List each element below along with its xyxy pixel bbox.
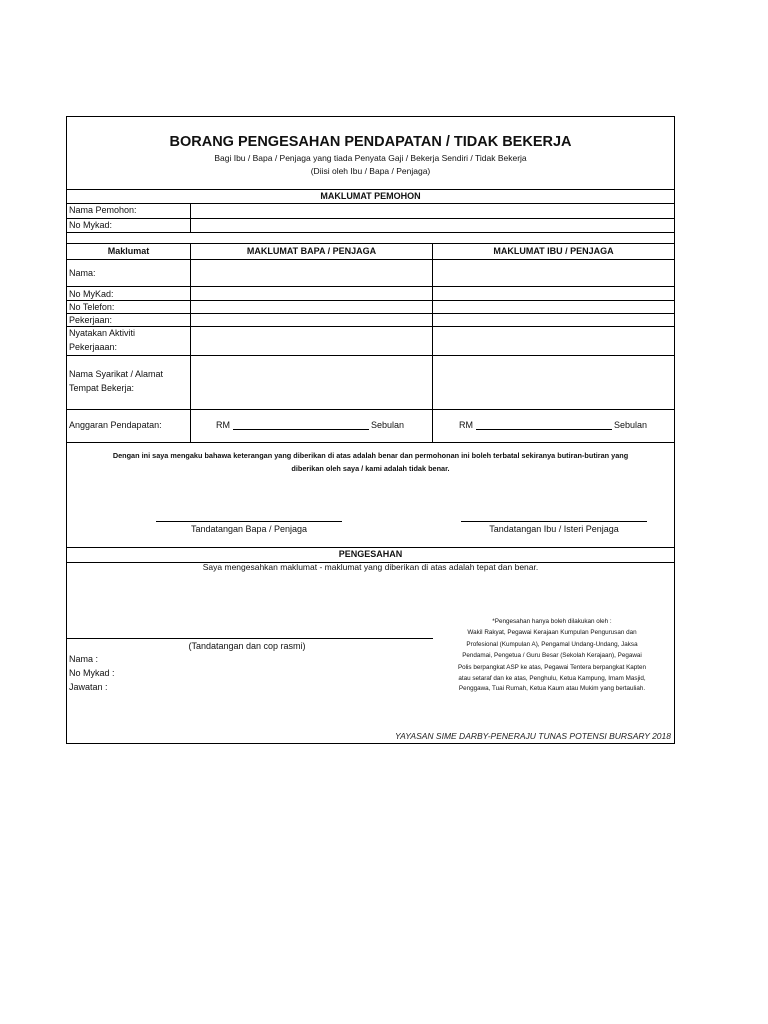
signature-label: Tandatangan Ibu / Isteri Penjaga bbox=[489, 524, 619, 534]
divider bbox=[67, 313, 674, 314]
note-line: Wakil Rakyat, Pegawai Kerajaan Kumpulan Pengurusan dan bbox=[467, 629, 637, 636]
form-container bbox=[66, 116, 675, 744]
mykad-pemohon-field[interactable] bbox=[191, 219, 674, 232]
row-label: Anggaran Pendapatan: bbox=[69, 420, 162, 430]
row-label: Nyatakan Aktiviti bbox=[69, 328, 136, 338]
ibu-nama-field[interactable] bbox=[433, 260, 674, 286]
declaration-text: Dengan ini saya mengaku bahawa keterangan yang diberikan di atas adalah benar dan permohonan ini boleh terbatal sekiranya butiran-butiran yang bbox=[112, 451, 629, 460]
field-label: Nama Pemohon: bbox=[69, 205, 137, 215]
bapa-pendapatan-field[interactable] bbox=[233, 429, 369, 430]
footer-text: YAYASAN SIME DARBY-PENERAJU TUNAS POTENSI BURSARY 2018 bbox=[394, 731, 671, 741]
section-heading: MAKLUMAT PEMOHON bbox=[320, 191, 421, 201]
period-label: Sebulan bbox=[371, 420, 405, 430]
currency-label: RM bbox=[459, 420, 473, 430]
official-signature-line[interactable] bbox=[67, 638, 433, 639]
divider bbox=[67, 409, 674, 410]
divider bbox=[67, 232, 674, 233]
column-header: MAKLUMAT IBU / PENJAGA bbox=[493, 246, 614, 256]
divider bbox=[67, 243, 674, 244]
note-line: atau setaraf dan ke atas, Penghulu, Ketua Kampung, Imam Masjid, bbox=[458, 675, 646, 682]
row-label: No Telefon: bbox=[69, 302, 115, 312]
note-line: *Pengesahan hanya boleh dilakukan oleh : bbox=[492, 618, 612, 625]
note-line: Pendamai, Pengetua / Guru Besar (Sekolah Kerajaan), Pegawai bbox=[462, 652, 642, 659]
row-label: Pekerjaaan: bbox=[69, 342, 118, 352]
column-header: Maklumat bbox=[107, 246, 150, 256]
row-label: Pekerjaan: bbox=[69, 315, 113, 325]
signature-label: (Tandatangan dan cop rasmi) bbox=[188, 641, 306, 651]
form-subtitle: Bagi Ibu / Bapa / Penjaga yang tiada Penyata Gaji / Bekerja Sendiri / Tidak Bekerja bbox=[214, 153, 527, 163]
note-line: Profesional (Kumpulan A), Pengamal Undang-Undang, Jaksa bbox=[466, 641, 638, 648]
row-label: No MyKad: bbox=[69, 289, 114, 299]
signature-label: Tandatangan Bapa / Penjaga bbox=[190, 524, 308, 534]
bapa-signature-line[interactable] bbox=[156, 521, 342, 522]
nama-pemohon-field[interactable] bbox=[191, 204, 674, 217]
declaration-text: diberikan oleh saya / kami adalah tidak benar. bbox=[291, 464, 450, 473]
divider bbox=[67, 547, 674, 548]
row-label: Nama: bbox=[69, 268, 96, 278]
field-label: Nama : bbox=[69, 654, 99, 664]
bapa-nama-field[interactable] bbox=[191, 260, 431, 286]
certification-statement: Saya mengesahkan maklumat - maklumat yang diberikan di atas adalah tepat dan benar. bbox=[202, 562, 539, 572]
column-header: MAKLUMAT BAPA / PENJAGA bbox=[246, 246, 377, 256]
form-title: BORANG PENGESAHAN PENDAPATAN / TIDAK BEKERJA bbox=[169, 134, 572, 150]
divider bbox=[67, 300, 674, 301]
currency-label: RM bbox=[216, 420, 230, 430]
row-label: Tempat Bekerja: bbox=[69, 383, 135, 393]
field-label: Jawatan : bbox=[69, 682, 108, 692]
divider bbox=[67, 286, 674, 287]
ibu-signature-line[interactable] bbox=[461, 521, 647, 522]
field-label: No Mykad: bbox=[69, 220, 113, 230]
divider bbox=[67, 326, 674, 327]
divider bbox=[67, 189, 674, 190]
period-label: Sebulan bbox=[614, 420, 648, 430]
bapa-syarikat-field[interactable] bbox=[191, 356, 431, 409]
note-line: Penggawa, Tuai Rumah, Ketua Kaum atau Mukim yang bertauliah. bbox=[458, 685, 646, 692]
row-label: Nama Syarikat / Alamat bbox=[69, 369, 164, 379]
divider bbox=[67, 442, 674, 443]
note-line: Polis berpangkat ASP ke atas, Pegawai Tentera berpangkat Kapten bbox=[457, 664, 647, 671]
ibu-pendapatan-field[interactable] bbox=[476, 429, 612, 430]
form-instruction: (Diisi oleh Ibu / Bapa / Penjaga) bbox=[310, 166, 431, 176]
field-label: No Mykad : bbox=[69, 668, 115, 678]
ibu-syarikat-field[interactable] bbox=[433, 356, 674, 409]
section-heading: PENGESAHAN bbox=[338, 549, 403, 559]
